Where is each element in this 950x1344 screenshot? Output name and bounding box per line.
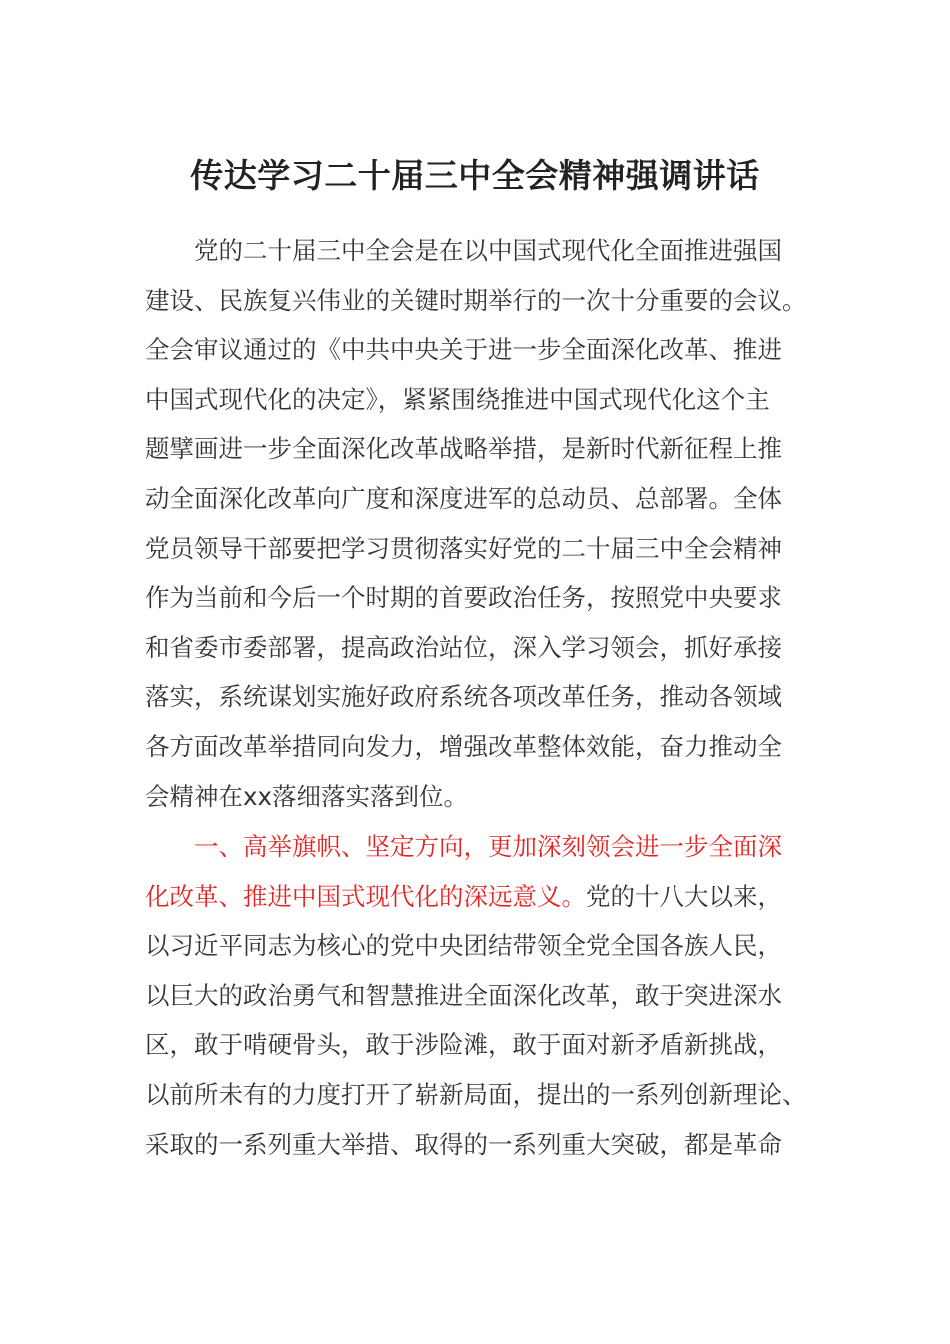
section-heading-line: 化改革、推进中国式现代化的深远意义。 [145,881,586,911]
text-line: 各方面改革举措同向发力，增强改革整体效能，奋力推动全 [145,731,782,761]
text-line: 党的二十届三中全会是在以中国式现代化全面推进强国 [194,236,782,265]
text-line: 和省委市委部署，提高政治站位，深入学习领会，抓好承接 [145,632,782,662]
paragraph-2 [145,822,815,1169]
text-line: 作为当前和今后一个时期的首要政治任务，按照党中央要求 [145,583,782,613]
paragraph-1 [145,226,815,821]
text-line: 采取的一系列重大举措、取得的一系列重大突破，都是革命 [145,1129,782,1159]
text-line: 会精神在xx落细落实落到位。 [145,781,468,811]
text-line: 建设、民族复兴伟业的关键时期举行的一次十分重要的会议。 [145,285,807,315]
text-line: 落实，系统谋划实施好政府系统各项改革任务，推动各领域 [145,682,782,712]
text-line [145,872,815,922]
text-line: 以前所未有的力度打开了崭新局面，提出的一系列创新理论、 [145,1079,807,1109]
text-line-rest: 党的十八大以来， [586,881,782,911]
text-line: 题擘画进一步全面深化改革战略举措，是新时代新征程上推 [145,434,782,464]
text-line: 以习近平同志为核心的党中央团结带领全党全国各族人民， [145,931,782,961]
document-title: 传达学习二十届三中全会精神强调讲话 [190,156,760,195]
text-line: 中国式现代化的决定》，紧紧围绕推进中国式现代化这个主 [145,384,770,414]
text-line: 党员领导干部要把学习贯彻落实好党的二十届三中全会精神 [145,533,782,563]
text-line: 以巨大的政治勇气和智慧推进全面深化改革，敢于突进深水 [145,980,782,1010]
text-line: 区，敢于啃硬骨头，敢于涉险滩，敢于面对新矛盾新挑战， [145,1030,782,1060]
section-heading-line: 一、高举旗帜、坚定方向，更加深刻领会进一步全面深 [194,832,782,861]
text-line: 全会审议通过的《中共中央关于进一步全面深化改革、推进 [145,335,782,365]
text-line: 动全面深化改革向广度和深度进军的总动员、总部署。全体 [145,483,782,513]
